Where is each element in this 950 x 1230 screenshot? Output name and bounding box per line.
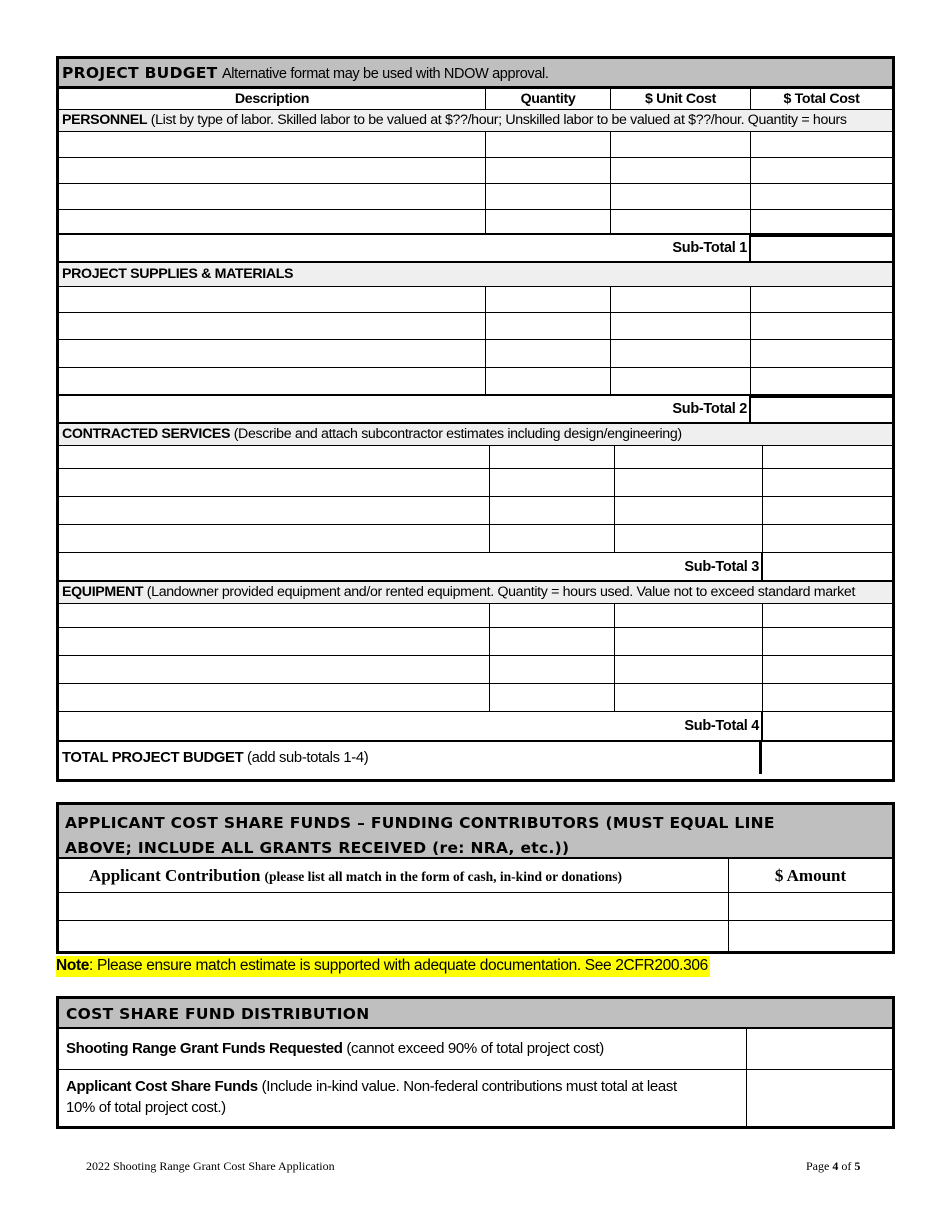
- subtotal-value-cell[interactable]: [749, 396, 892, 422]
- table-row: [59, 340, 892, 368]
- total-label: TOTAL PROJECT BUDGET: [62, 750, 244, 766]
- section-label: CONTRACTED SERVICES: [62, 426, 231, 442]
- subtotal-value-cell[interactable]: [761, 712, 892, 740]
- footer-document-title: 2022 Shooting Range Grant Cost Share Application: [86, 1159, 335, 1173]
- unit-cost-cell[interactable]: [615, 656, 763, 683]
- unit-cost-cell[interactable]: [611, 287, 751, 312]
- subtotal-row: [59, 712, 892, 742]
- row-label: Applicant Cost Share Funds: [66, 1078, 258, 1095]
- subtotal-value-cell[interactable]: [761, 553, 892, 580]
- unit-cost-cell[interactable]: [611, 184, 751, 209]
- description-cell[interactable]: [59, 525, 490, 552]
- quantity-cell[interactable]: [486, 158, 611, 183]
- section-note: (Describe and attach subcontractor estimates including design/engineering): [233, 426, 682, 442]
- quantity-cell[interactable]: [486, 313, 611, 339]
- column-header-description: Description: [59, 89, 486, 109]
- subtotal-row: [59, 395, 892, 424]
- description-cell[interactable]: [59, 368, 486, 394]
- description-cell[interactable]: [59, 313, 486, 339]
- quantity-cell[interactable]: [490, 604, 615, 627]
- budget-column-header-row: [59, 89, 892, 110]
- description-cell[interactable]: [59, 628, 490, 655]
- unit-cost-cell[interactable]: [615, 684, 763, 711]
- cost-share-title-line2: ABOVE; INCLUDE ALL GRANTS RECEIVED (re: NRA, etc.)): [65, 839, 570, 857]
- section-label: EQUIPMENT: [62, 584, 144, 600]
- section-equipment-header: [59, 582, 892, 604]
- table-row: [59, 469, 892, 497]
- total-cost-cell[interactable]: [751, 340, 892, 367]
- amount-header: $ Amount: [774, 866, 847, 885]
- total-cost-cell[interactable]: [763, 656, 892, 683]
- amount-cell[interactable]: [729, 893, 892, 920]
- table-row: [59, 287, 892, 313]
- grant-funds-requested-value[interactable]: [747, 1029, 892, 1069]
- total-cost-cell[interactable]: [763, 497, 892, 524]
- description-cell[interactable]: [59, 656, 490, 683]
- table-row: [59, 921, 892, 951]
- cost-share-distribution-table: [56, 996, 895, 1129]
- table-row: [59, 132, 892, 158]
- quantity-cell[interactable]: [486, 132, 611, 157]
- quantity-cell[interactable]: [490, 656, 615, 683]
- column-header-total-cost: $ Total Cost: [783, 91, 860, 107]
- row-note: (Include in-kind value. Non-federal contributions must total at least: [261, 1078, 677, 1095]
- quantity-cell[interactable]: [486, 210, 611, 233]
- section-contracted-header: [59, 424, 892, 446]
- section-supplies-header: [59, 263, 892, 287]
- subtotal-label: Sub-Total 4: [684, 718, 759, 734]
- table-row: [59, 210, 892, 234]
- row-label: Shooting Range Grant Funds Requested: [66, 1040, 343, 1057]
- subtotal-label: Sub-Total 2: [672, 401, 747, 417]
- unit-cost-cell[interactable]: [615, 469, 763, 496]
- subtotal-row: [59, 553, 892, 582]
- unit-cost-cell[interactable]: [611, 132, 751, 157]
- note-label: Note: [56, 957, 90, 974]
- row-note: (cannot exceed 90% of total project cost): [346, 1040, 604, 1057]
- contribution-header: [59, 859, 729, 892]
- table-row: [59, 525, 892, 553]
- page-num: 4: [832, 1159, 839, 1173]
- unit-cost-cell[interactable]: [611, 368, 751, 394]
- total-cost-cell[interactable]: [751, 158, 892, 183]
- budget-title-note: Alternative format may be used with NDOW approval.: [221, 66, 549, 82]
- contribution-note: (please list all match in the form of cash, in-kind or donations): [264, 869, 622, 884]
- quantity-cell[interactable]: [490, 469, 615, 496]
- table-row: [59, 684, 892, 712]
- grant-funds-requested-label: [59, 1029, 747, 1069]
- quantity-cell[interactable]: [486, 287, 611, 312]
- quantity-cell[interactable]: [490, 684, 615, 711]
- applicant-cost-share-row: [59, 1070, 892, 1126]
- total-project-budget-row: [59, 742, 892, 774]
- cost-share-funds-table: [56, 802, 895, 954]
- table-row: [59, 184, 892, 210]
- unit-cost-cell[interactable]: [615, 628, 763, 655]
- description-cell[interactable]: [59, 469, 490, 496]
- unit-cost-cell[interactable]: [615, 446, 763, 468]
- cost-share-title-line1: APPLICANT COST SHARE FUNDS – FUNDING CONTRIBUTORS (MUST EQUAL LINE: [65, 814, 775, 832]
- total-cost-cell[interactable]: [763, 525, 892, 552]
- budget-title: PROJECT BUDGET: [62, 64, 218, 82]
- total-cost-cell[interactable]: [751, 210, 892, 233]
- description-cell[interactable]: [59, 184, 486, 209]
- unit-cost-cell[interactable]: [615, 497, 763, 524]
- unit-cost-cell[interactable]: [611, 158, 751, 183]
- description-cell[interactable]: [59, 604, 490, 627]
- documentation-note: [56, 956, 710, 977]
- budget-title-row: [59, 59, 892, 89]
- quantity-cell[interactable]: [486, 340, 611, 367]
- table-row: [59, 446, 892, 469]
- contribution-label: Applicant Contribution: [89, 866, 261, 885]
- note-text: : Please ensure match estimate is supported with adequate documentation. See 2CFR200.306: [89, 957, 708, 974]
- table-row: [59, 604, 892, 628]
- quantity-cell[interactable]: [490, 446, 615, 468]
- section-personnel-header: [59, 110, 892, 132]
- grant-funds-requested-row: [59, 1029, 892, 1070]
- total-cost-cell[interactable]: [751, 132, 892, 157]
- unit-cost-cell[interactable]: [615, 525, 763, 552]
- unit-cost-cell[interactable]: [615, 604, 763, 627]
- subtotal-label: Sub-Total 1: [672, 240, 747, 256]
- unit-cost-cell[interactable]: [611, 340, 751, 367]
- page-total: 5: [854, 1159, 861, 1173]
- total-value-cell[interactable]: [759, 742, 892, 774]
- table-row: [59, 656, 892, 684]
- quantity-cell[interactable]: [486, 368, 611, 394]
- description-cell[interactable]: [59, 446, 490, 468]
- applicant-cost-share-value[interactable]: [747, 1070, 892, 1126]
- subtotal-label: Sub-Total 3: [684, 558, 759, 575]
- table-row: [59, 497, 892, 525]
- total-cost-cell[interactable]: [751, 287, 892, 312]
- total-cost-cell[interactable]: [763, 684, 892, 711]
- total-cost-cell[interactable]: [763, 469, 892, 496]
- description-cell[interactable]: [59, 287, 486, 312]
- section-label: PROJECT SUPPLIES & MATERIALS: [62, 266, 294, 282]
- unit-cost-cell[interactable]: [611, 210, 751, 233]
- quantity-cell[interactable]: [490, 497, 615, 524]
- quantity-cell[interactable]: [490, 628, 615, 655]
- section-note: (Landowner provided equipment and/or rented equipment. Quantity = hours used. Value not to exceed standard market: [146, 584, 856, 600]
- column-header-unit-cost: $ Unit Cost: [611, 89, 751, 109]
- description-cell[interactable]: [59, 684, 490, 711]
- section-note: (List by type of labor. Skilled labor to be valued at $??/hour; Unskilled labor to be valued at $??/hour. Quantity = hours: [150, 112, 847, 128]
- description-cell[interactable]: [59, 340, 486, 367]
- total-cost-cell[interactable]: [763, 604, 892, 627]
- description-cell[interactable]: [59, 497, 490, 524]
- contribution-cell[interactable]: [59, 893, 729, 920]
- unit-cost-cell[interactable]: [611, 313, 751, 339]
- total-cost-cell[interactable]: [751, 184, 892, 209]
- contribution-cell[interactable]: [59, 921, 729, 951]
- distribution-title-row: [59, 999, 892, 1029]
- total-cost-cell[interactable]: [763, 628, 892, 655]
- footer-page-number: [806, 1159, 860, 1174]
- description-cell[interactable]: [59, 132, 486, 157]
- table-row: [59, 313, 892, 340]
- table-row: [59, 893, 892, 921]
- quantity-cell[interactable]: [490, 525, 615, 552]
- subtotal-row: [59, 234, 892, 263]
- amount-cell[interactable]: [729, 921, 892, 951]
- page-word: Page: [806, 1159, 830, 1173]
- total-cost-cell[interactable]: [763, 446, 892, 468]
- distribution-title: COST SHARE FUND DISTRIBUTION: [66, 1005, 370, 1023]
- project-budget-table: [56, 56, 895, 782]
- table-row: [59, 628, 892, 656]
- applicant-cost-share-label: [59, 1070, 747, 1126]
- quantity-cell[interactable]: [486, 184, 611, 209]
- table-row: [59, 158, 892, 184]
- of-word: of: [841, 1159, 852, 1173]
- total-cost-cell[interactable]: [751, 368, 892, 394]
- subtotal-value-cell[interactable]: [749, 235, 892, 261]
- cost-share-title-row: [59, 805, 892, 859]
- total-cost-cell[interactable]: [751, 313, 892, 339]
- column-header-quantity: Quantity: [486, 89, 611, 109]
- section-label: PERSONNEL: [62, 112, 148, 128]
- total-note: (add sub-totals 1-4): [247, 750, 369, 766]
- description-cell[interactable]: [59, 158, 486, 183]
- row-note-continued: 10% of total project cost.): [66, 1099, 226, 1116]
- contribution-header-row: [59, 859, 892, 893]
- description-cell[interactable]: [59, 210, 486, 233]
- table-row: [59, 368, 892, 395]
